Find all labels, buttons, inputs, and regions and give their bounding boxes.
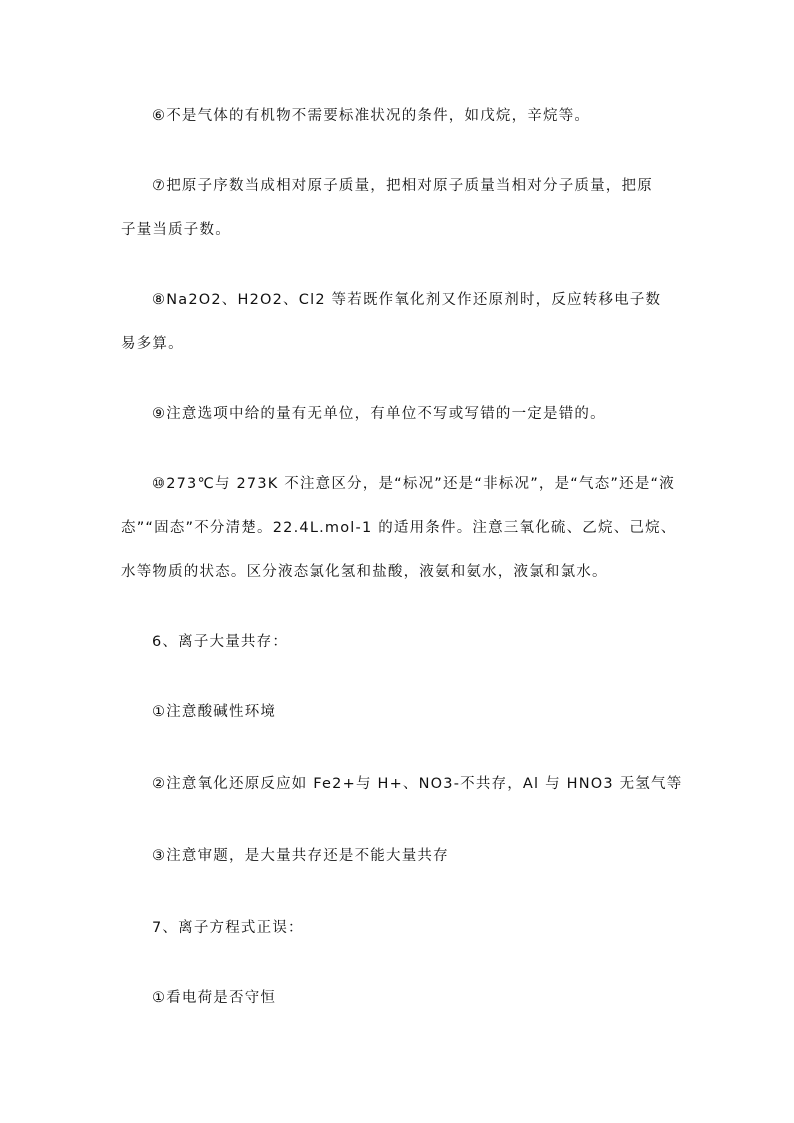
paragraph-item-10-line3: 水等物质的状态。区分液态氯化氢和盐酸，液氨和氨水，液氯和氯水。 (121, 564, 608, 580)
list-item-redox: ②注意氧化还原反应如 Fe2+与 H+、NO3-不共存，Al 与 HNO3 无氢气等 (152, 776, 683, 792)
paragraph-item-10-line2: 态”“固态”不分清楚。22.4L.mol-1 的适用条件。注意三氧化硫、乙烷、己烷、 (121, 520, 677, 536)
section-heading-ionic-equation: 7、离子方程式正误： (152, 920, 304, 936)
list-item-read-question: ③注意审题，是大量共存还是不能大量共存 (152, 848, 449, 864)
paragraph-item-7-line1: ⑦把原子序数当成相对原子质量，把相对原子质量当相对分子质量，把原 (152, 178, 653, 194)
section-heading-ion-coexistence: 6、离子大量共存： (152, 634, 289, 650)
paragraph-item-8-line1: ⑧Na2O2、H2O2、Cl2 等若既作氧化剂又作还原剂时，反应转移电子数 (152, 292, 662, 308)
paragraph-item-6-organic: ⑥不是气体的有机物不需要标准状况的条件，如戊烷，辛烷等。 (152, 108, 591, 124)
paragraph-item-9-units: ⑨注意选项中给的量有无单位，有单位不写或写错的一定是错的。 (152, 406, 606, 422)
list-item-acid-base: ①注意酸碱性环境 (152, 704, 277, 720)
list-item-charge-conservation: ①看电荷是否守恒 (152, 990, 277, 1006)
paragraph-item-7-line2: 子量当质子数。 (121, 222, 231, 238)
paragraph-item-10-line1: ⑩273℃与 273K 不注意区分，是“标况”还是“非标况”，是“气态”还是“液 (152, 476, 675, 492)
paragraph-item-8-line2: 易多算。 (121, 336, 184, 352)
